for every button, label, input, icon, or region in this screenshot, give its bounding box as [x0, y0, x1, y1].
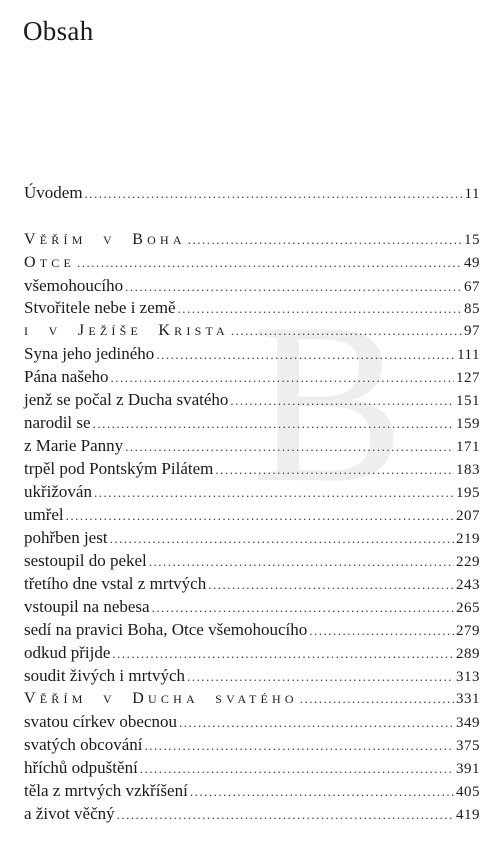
toc-entry-title: soudit živých i mrtvých — [24, 666, 186, 685]
toc-entry — [24, 527, 480, 549]
toc-entry — [24, 711, 480, 733]
toc-entry-title: Pána našeho — [24, 367, 109, 386]
toc-entry-page-number: 171 — [456, 439, 480, 455]
toc-entry-page-number: 265 — [456, 600, 480, 616]
toc-entry-title: těla z mrtvých vzkříšení — [24, 781, 188, 800]
toc-entry — [24, 734, 480, 756]
toc-entry-title: odkud přijde — [24, 643, 111, 662]
toc-entry-title: VĚŘÍM V DUCHA SVATÉHO — [24, 690, 298, 707]
toc-entry-page-number: 67 — [464, 279, 480, 295]
dot-leader — [85, 183, 463, 205]
toc-entry — [24, 688, 480, 710]
toc-entry — [24, 275, 480, 297]
toc-entry-title: z Marie Panny — [24, 436, 124, 455]
dot-leader — [66, 505, 454, 527]
dot-leader — [179, 712, 454, 734]
toc-entry-page-number: 391 — [456, 761, 480, 777]
toc-entry — [24, 389, 480, 411]
toc-entry-page-number: 151 — [456, 393, 480, 409]
dot-leader — [94, 482, 454, 504]
toc-entry-page-number: 243 — [456, 577, 480, 593]
toc-entry — [24, 780, 480, 802]
toc-entry-title: sedí na pravici Boha, Otce všemohoucího — [24, 620, 308, 639]
toc-entry — [24, 229, 480, 251]
dot-leader — [156, 344, 455, 366]
toc-entry — [24, 573, 480, 595]
toc-entry-title: jenž se počal z Ducha svatého — [24, 390, 229, 409]
dot-leader — [93, 413, 454, 435]
toc-entry-title: narodil se — [24, 413, 91, 432]
toc-entry-page-number: 111 — [457, 347, 480, 363]
toc-entry-title: VĚŘÍM V BOHA — [24, 231, 186, 248]
toc-entry-page-number: 229 — [456, 554, 480, 570]
toc-entry-title: pohřben jest — [24, 528, 108, 547]
toc-entry — [24, 412, 480, 434]
toc-entry-page-number: 289 — [456, 646, 480, 662]
toc-entry — [24, 596, 480, 618]
dot-leader — [215, 459, 454, 481]
toc-entry-page-number: 219 — [456, 531, 480, 547]
dot-leader — [77, 252, 462, 274]
dot-leader — [300, 688, 454, 710]
toc-entry-title: a život věčný — [24, 804, 115, 823]
toc-entry-title: trpěl pod Pontským Pilátem — [24, 459, 214, 478]
toc-entry — [24, 504, 480, 526]
toc-entry-page-number: 313 — [456, 669, 480, 685]
toc-entry-page-number: 375 — [456, 738, 480, 754]
toc-entry-page-number: 85 — [464, 301, 480, 317]
toc-entry — [24, 343, 480, 365]
toc-entry — [24, 320, 480, 342]
dot-leader — [125, 276, 462, 298]
dot-leader — [178, 298, 462, 320]
dot-leader — [230, 390, 454, 412]
page-title: Obsah — [23, 16, 94, 46]
toc-entry-page-number: 49 — [464, 255, 480, 271]
toc-entry-page-number: 331 — [456, 691, 480, 707]
toc-entry-title: ukřižován — [24, 482, 92, 501]
toc-entry-title: I V JEŽÍŠE KRISTA — [24, 322, 229, 339]
dot-leader — [231, 320, 462, 342]
toc-entry — [24, 550, 480, 572]
toc-entry — [24, 803, 480, 825]
toc-entry — [24, 366, 480, 388]
toc-entry-page-number: 11 — [464, 186, 480, 202]
toc-entry-title: Syna jeho jediného — [24, 344, 155, 363]
toc-entry — [24, 619, 480, 641]
toc-entry-title: všemohoucího — [24, 276, 124, 295]
toc-entry-page-number: 419 — [456, 807, 480, 823]
toc-entry-title: svatou církev obecnou — [24, 712, 177, 731]
toc-entry-title: svatých obcování — [24, 735, 143, 754]
dot-leader — [309, 620, 454, 642]
toc-entry — [24, 252, 480, 274]
toc-entry-page-number: 405 — [456, 784, 480, 800]
toc-entry-title: vstoupil na nebesa — [24, 597, 150, 616]
dot-leader — [190, 781, 454, 803]
toc-entry — [24, 665, 480, 687]
dot-leader — [145, 735, 455, 757]
toc-entry — [24, 182, 480, 204]
toc-entry-title: umřel — [24, 505, 64, 524]
toc-entry-page-number: 183 — [456, 462, 480, 478]
toc-entry-page-number: 349 — [456, 715, 480, 731]
dot-leader — [112, 643, 454, 665]
toc-entry-page-number: 159 — [456, 416, 480, 432]
dot-leader — [117, 804, 454, 826]
toc-entry — [24, 435, 480, 457]
toc-entry-page-number: 97 — [464, 323, 480, 339]
toc-entry-title: sestoupil do pekel — [24, 551, 147, 570]
toc-entry-title: Úvodem — [24, 183, 83, 202]
toc-entry-title: hříchů odpuštění — [24, 758, 138, 777]
dot-leader — [187, 666, 454, 688]
toc-entry-page-number: 279 — [456, 623, 480, 639]
dot-leader — [140, 758, 454, 780]
toc-entry-title: Stvořitele nebe i země — [24, 298, 176, 317]
dot-leader — [149, 551, 454, 573]
toc-entry-title: OTCE — [24, 254, 76, 271]
toc-entry-page-number: 15 — [464, 232, 480, 248]
toc-entry — [24, 458, 480, 480]
toc-entry — [24, 757, 480, 779]
toc-entry-page-number: 195 — [456, 485, 480, 501]
toc-entry — [24, 297, 480, 319]
dot-leader — [110, 528, 454, 550]
dot-leader — [111, 367, 454, 389]
dot-leader — [208, 574, 454, 596]
toc-entry-page-number: 127 — [456, 370, 480, 386]
svg-text:B: B — [251, 290, 405, 520]
dot-leader — [188, 229, 462, 251]
toc-entry-page-number: 207 — [456, 508, 480, 524]
toc-entry — [24, 481, 480, 503]
dot-leader — [125, 436, 454, 458]
toc-entry — [24, 642, 480, 664]
dot-leader — [152, 597, 454, 619]
toc-entry-title: třetího dne vstal z mrtvých — [24, 574, 207, 593]
